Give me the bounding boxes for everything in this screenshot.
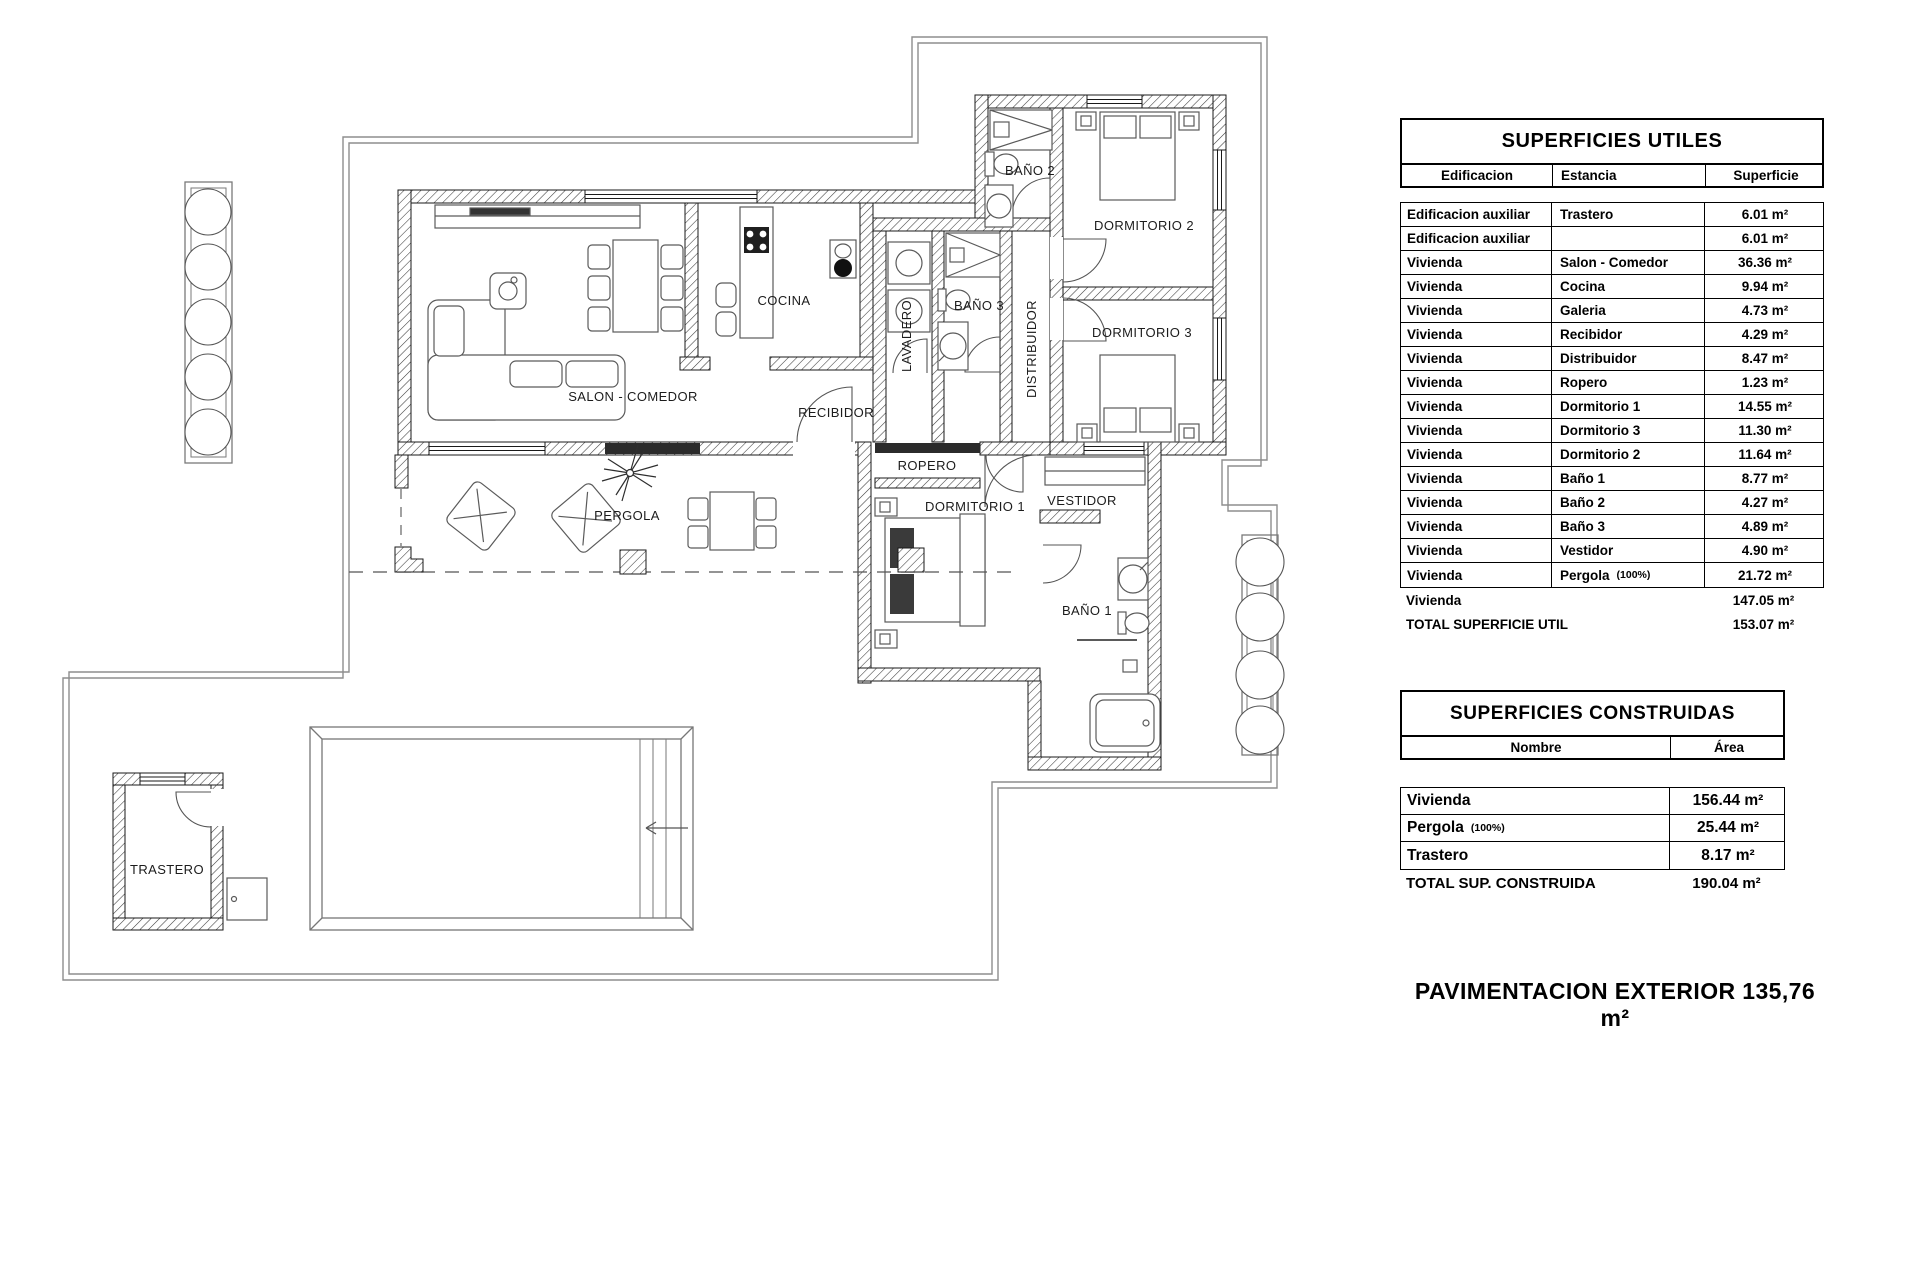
nombre-text: Pergola bbox=[1407, 819, 1464, 836]
total-value: 190.04 m² bbox=[1692, 874, 1761, 892]
cell-edificacion: Vivienda bbox=[1407, 519, 1463, 534]
utiles-total-row bbox=[1400, 612, 1824, 636]
label-lavadero: LAVADERO bbox=[899, 299, 914, 373]
cell-estancia bbox=[1551, 563, 1704, 587]
table-row bbox=[1401, 299, 1823, 323]
table-row bbox=[1401, 491, 1823, 515]
dining-table bbox=[588, 240, 683, 332]
cell-edificacion: Vivienda bbox=[1407, 447, 1463, 462]
window-icon bbox=[1087, 95, 1142, 108]
door-gap bbox=[210, 789, 224, 826]
estancia-text: Pergola bbox=[1560, 567, 1610, 583]
cell-estancia: Baño 1 bbox=[1551, 467, 1704, 490]
door-arc-icon bbox=[1012, 178, 1050, 216]
table-row bbox=[1401, 395, 1823, 419]
total-label: TOTAL SUPERFICIE UTIL bbox=[1406, 616, 1569, 632]
cell-nombre bbox=[1401, 815, 1669, 841]
cell-edificacion: Vivienda bbox=[1407, 255, 1463, 270]
construidas-data bbox=[1400, 787, 1785, 870]
cell-superficie: 4.27 m² bbox=[1704, 491, 1825, 514]
cell-edificacion: Edificacion auxiliar bbox=[1407, 207, 1531, 222]
pool bbox=[310, 727, 693, 930]
cell-area: 25.44 m² bbox=[1669, 815, 1786, 841]
cell-estancia: Baño 2 bbox=[1551, 491, 1704, 514]
total-label: TOTAL SUP. CONSTRUIDA bbox=[1406, 874, 1596, 892]
cell-estancia: Dormitorio 1 bbox=[1551, 395, 1704, 418]
cell-estancia: Cocina bbox=[1551, 275, 1704, 298]
table-row bbox=[1401, 815, 1784, 842]
cell-edificacion: Vivienda bbox=[1407, 327, 1463, 342]
cell-edificacion: Vivienda bbox=[1407, 303, 1463, 318]
table-row bbox=[1401, 371, 1823, 395]
trastero-building bbox=[113, 773, 267, 930]
cell-superficie: 6.01 m² bbox=[1704, 203, 1825, 226]
bed-dorm2 bbox=[1076, 112, 1199, 200]
cell-edificacion: Edificacion auxiliar bbox=[1407, 231, 1531, 246]
shower-icon bbox=[990, 110, 1052, 150]
window-icon bbox=[585, 190, 757, 203]
cell-estancia: Recibidor bbox=[1551, 323, 1704, 346]
planter-left bbox=[185, 182, 232, 463]
pavimentacion-note: PAVIMENTACION EXTERIOR 135,76 m² bbox=[1414, 978, 1816, 1031]
col-header-area: Área bbox=[1670, 737, 1787, 758]
table-row bbox=[1401, 275, 1823, 299]
toilet-icon bbox=[1118, 612, 1149, 634]
utiles-headers bbox=[1400, 165, 1824, 188]
door-arc-icon bbox=[1063, 239, 1106, 282]
construidas-headers bbox=[1400, 737, 1785, 760]
superficies-construidas-table bbox=[1400, 690, 1785, 896]
washbasin-icon bbox=[938, 322, 968, 370]
pool-steps-arrow-icon bbox=[646, 822, 688, 834]
table-row bbox=[1401, 443, 1823, 467]
cell-estancia: Ropero bbox=[1551, 371, 1704, 394]
label-bano3: BAÑO 3 bbox=[953, 298, 1005, 313]
cell-superficie: 11.30 m² bbox=[1704, 419, 1825, 442]
window-icon bbox=[140, 773, 185, 785]
table-row bbox=[1401, 203, 1823, 227]
cell-nombre: Vivienda bbox=[1407, 792, 1471, 809]
table-row bbox=[1401, 347, 1823, 371]
table-row bbox=[1401, 323, 1823, 347]
outdoor-table bbox=[688, 492, 776, 550]
cell-edificacion: Vivienda bbox=[1407, 375, 1463, 390]
cell-superficie: 1.23 m² bbox=[1704, 371, 1825, 394]
cell-edificacion: Vivienda bbox=[1407, 471, 1463, 486]
cell-superficie: 6.01 m² bbox=[1704, 227, 1825, 250]
cell-estancia: Galeria bbox=[1551, 299, 1704, 322]
pergola-pillar bbox=[395, 547, 423, 572]
total-value: 153.07 m² bbox=[1732, 616, 1795, 632]
cell-estancia: Dormitorio 3 bbox=[1551, 419, 1704, 442]
cell-edificacion: Vivienda bbox=[1407, 351, 1463, 366]
label-trastero: TRASTERO bbox=[130, 862, 204, 877]
cell-edificacion: Vivienda bbox=[1407, 543, 1463, 558]
washbasin-icon bbox=[1118, 558, 1148, 600]
table-row bbox=[1401, 539, 1823, 563]
label-distribuidor: DISTRIBUIDOR bbox=[1024, 300, 1039, 398]
cell-edificacion: Vivienda bbox=[1407, 399, 1463, 414]
cell-estancia: Trastero bbox=[1551, 203, 1704, 226]
cell-estancia: Salon - Comedor bbox=[1551, 251, 1704, 274]
label-bano2: BAÑO 2 bbox=[1004, 163, 1056, 178]
table-row bbox=[1401, 563, 1823, 587]
nombre-note: (100%) bbox=[1470, 822, 1505, 834]
thermostat-icon bbox=[490, 273, 526, 309]
label-ropero: ROPERO bbox=[897, 458, 957, 473]
table-row bbox=[1401, 251, 1823, 275]
label-dormitorio3: DORMITORIO 3 bbox=[1092, 325, 1192, 340]
cell-edificacion: Vivienda bbox=[1407, 279, 1463, 294]
label-bano1: BAÑO 1 bbox=[1061, 603, 1113, 618]
bed-dorm3 bbox=[1077, 355, 1199, 442]
estancia-note: (100%) bbox=[1616, 569, 1651, 581]
cell-edificacion: Vivienda bbox=[1407, 495, 1463, 510]
label-cocina: COCINA bbox=[757, 293, 811, 308]
plot-boundary bbox=[63, 37, 1277, 980]
cell-superficie: 8.77 m² bbox=[1704, 467, 1825, 490]
col-header-superficie: Superficie bbox=[1705, 165, 1826, 186]
shower-icon bbox=[946, 233, 1000, 277]
cell-area: 8.17 m² bbox=[1669, 842, 1786, 869]
stool bbox=[716, 312, 736, 336]
table-row bbox=[1401, 842, 1784, 869]
window-icon bbox=[1084, 442, 1144, 455]
label-dormitorio2: DORMITORIO 2 bbox=[1094, 218, 1194, 233]
utiles-data bbox=[1400, 202, 1824, 588]
stool bbox=[716, 283, 736, 307]
label-vestidor: VESTIDOR bbox=[1047, 493, 1117, 508]
label-recibidor: RECIBIDOR bbox=[798, 405, 874, 420]
cell-edificacion: Vivienda bbox=[1407, 567, 1463, 583]
hob-icon bbox=[744, 227, 769, 253]
subtotal-label: Vivienda bbox=[1406, 592, 1462, 608]
construidas-total-row bbox=[1400, 870, 1785, 896]
kitchen-sink-icon bbox=[830, 240, 856, 278]
table-row bbox=[1401, 515, 1823, 539]
subtotal-value: 147.05 m² bbox=[1732, 592, 1795, 608]
door-arc-icon bbox=[986, 455, 1023, 492]
cell-superficie: 9.94 m² bbox=[1704, 275, 1825, 298]
col-header-edificacion: Edificacion bbox=[1440, 168, 1513, 183]
door-arc-icon bbox=[176, 792, 211, 827]
cell-superficie: 11.64 m² bbox=[1704, 443, 1825, 466]
col-header-estancia: Estancia bbox=[1552, 165, 1705, 186]
cell-superficie: 4.90 m² bbox=[1704, 539, 1825, 562]
pergola-pillar bbox=[898, 548, 924, 572]
kitchen-island bbox=[740, 207, 773, 338]
cell-superficie: 21.72 m² bbox=[1704, 563, 1825, 587]
superficies-utiles-table bbox=[1400, 118, 1824, 636]
washbasin-icon bbox=[985, 185, 1013, 227]
cell-estancia: Dormitorio 2 bbox=[1551, 443, 1704, 466]
cell-area: 156.44 m² bbox=[1669, 788, 1786, 814]
cell-edificacion: Vivienda bbox=[1407, 423, 1463, 438]
cell-superficie: 4.29 m² bbox=[1704, 323, 1825, 346]
pergola-pillar bbox=[620, 550, 646, 574]
cell-superficie: 4.73 m² bbox=[1704, 299, 1825, 322]
label-pergola: PERGOLA bbox=[594, 508, 660, 523]
wardrobe-vestidor bbox=[1045, 457, 1145, 485]
cell-superficie: 8.47 m² bbox=[1704, 347, 1825, 370]
cell-estancia bbox=[1551, 227, 1704, 250]
cell-nombre: Trastero bbox=[1407, 846, 1469, 864]
window-icon bbox=[1213, 318, 1226, 380]
ac-unit bbox=[227, 878, 267, 920]
door-arc-icon bbox=[965, 337, 1000, 372]
table-row bbox=[1401, 788, 1784, 815]
furniture-salon bbox=[428, 205, 683, 420]
utiles-subtotal-row bbox=[1400, 588, 1824, 612]
window-icon bbox=[429, 442, 545, 455]
door-arc-icon bbox=[1043, 545, 1081, 583]
cell-superficie: 14.55 m² bbox=[1704, 395, 1825, 418]
cell-estancia: Baño 3 bbox=[1551, 515, 1704, 538]
cell-estancia: Distribuidor bbox=[1551, 347, 1704, 370]
utiles-title: SUPERFICIES UTILES bbox=[1400, 118, 1824, 165]
label-dormitorio1: DORMITORIO 1 bbox=[925, 499, 1025, 514]
pergola-pillar bbox=[395, 455, 408, 488]
cell-estancia: Vestidor bbox=[1551, 539, 1704, 562]
construidas-title: SUPERFICIES CONSTRUIDAS bbox=[1400, 690, 1785, 737]
tree-icon bbox=[185, 189, 231, 455]
cell-superficie: 4.89 m² bbox=[1704, 515, 1825, 538]
window-icon bbox=[1213, 150, 1226, 210]
cell-superficie: 36.36 m² bbox=[1704, 251, 1825, 274]
table-row bbox=[1401, 467, 1823, 491]
label-salon: SALON - COMEDOR bbox=[568, 389, 698, 404]
bed-dorm1 bbox=[875, 498, 985, 648]
sideboard bbox=[435, 205, 640, 228]
col-header-nombre: Nombre bbox=[1510, 740, 1562, 755]
table-row bbox=[1401, 419, 1823, 443]
table-row bbox=[1401, 227, 1823, 251]
wall-cabinet bbox=[1123, 660, 1137, 672]
bathtub-icon bbox=[1090, 694, 1160, 752]
